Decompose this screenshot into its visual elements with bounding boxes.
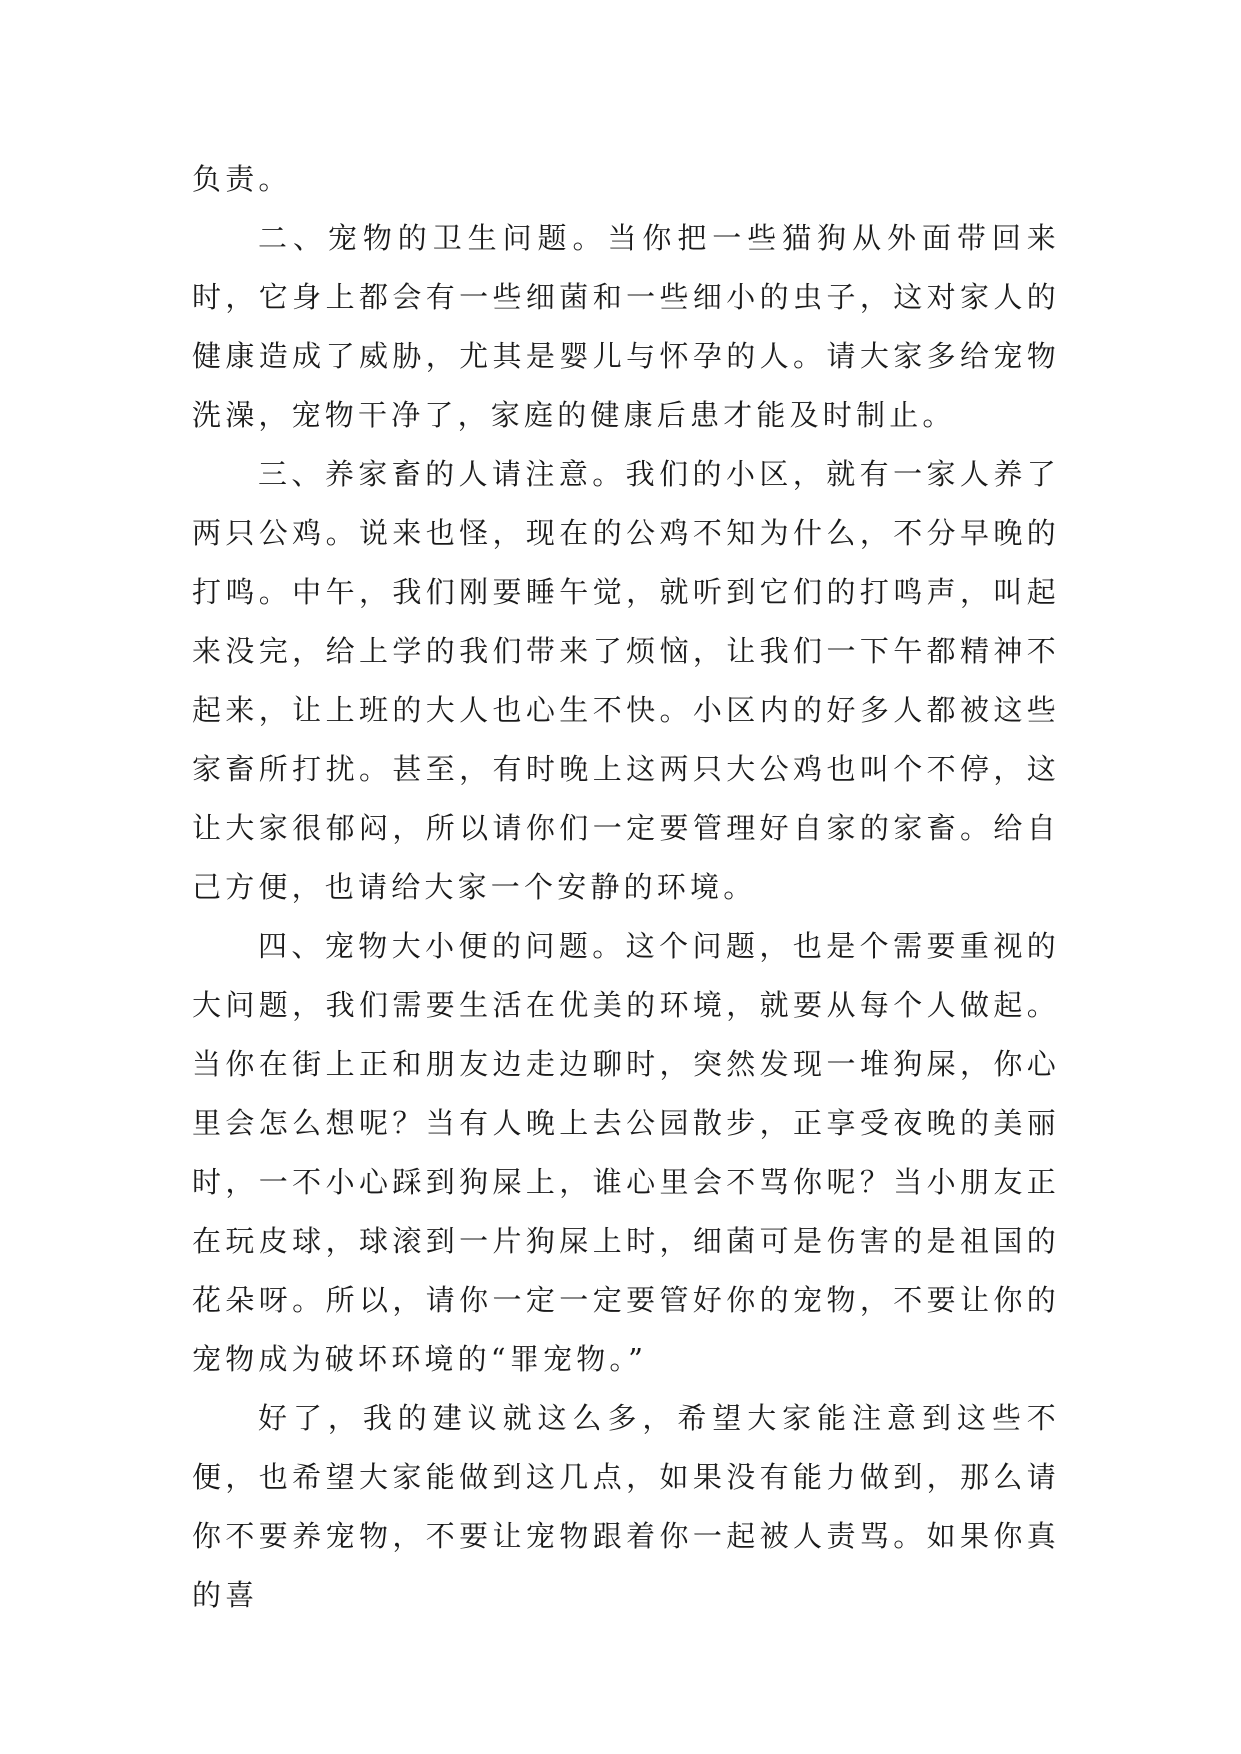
- document-body: [192, 150, 1060, 1625]
- paragraph-4: 四、宠物大小便的问题。这个问题，也是个需要重视的大问题，我们需要生活在优美的环境，就要从每个人做起。当你在街上正和朋友边走边聊时，突然发现一堆狗屎，你心里会怎么想呢？当有人晚上去公园散步，正享受夜晚的美丽时，一不小心踩到狗屎上，谁心里会不骂你呢？当小朋友正在玩皮球，球滚到一片狗屎上时，细菌可是伤害的是祖国的花朵呀。所以，请你一定一定要管好你的宠物，不要让你的宠物成为破坏环境的“罪宠物。”: [192, 929, 1060, 1376]
- paragraph-3: 三、养家畜的人请注意。我们的小区，就有一家人养了两只公鸡。说来也怪，现在的公鸡不知为什么，不分早晚的打鸣。中午，我们刚要睡午觉，就听到它们的打鸣声，叫起来没完，给上学的我们带来了烦恼，让我们一下午都精神不起来，让上班的大人也心生不快。小区内的好多人都被这些家畜所打扰。甚至，有时晚上这两只大公鸡也叫个不停，这让大家很郁闷，所以请你们一定要管理好自家的家畜。给自己方便，也请给大家一个安静的环境。: [192, 457, 1060, 904]
- paragraph-5: 好了，我的建议就这么多，希望大家能注意到这些不便，也希望大家能做到这几点，如果没有能力做到，那么请你不要养宠物，不要让宠物跟着你一起被人责骂。如果你真的喜: [192, 1401, 1060, 1612]
- paragraph-1: 负责。: [192, 162, 292, 196]
- paragraph-2: 二、宠物的卫生问题。当你把一些猫狗从外面带回来时，它身上都会有一些细菌和一些细小的虫子，这对家人的健康造成了威胁，尤其是婴儿与怀孕的人。请大家多给宠物洗澡，宠物干净了，家庭的健康后患才能及时制止。: [192, 221, 1060, 432]
